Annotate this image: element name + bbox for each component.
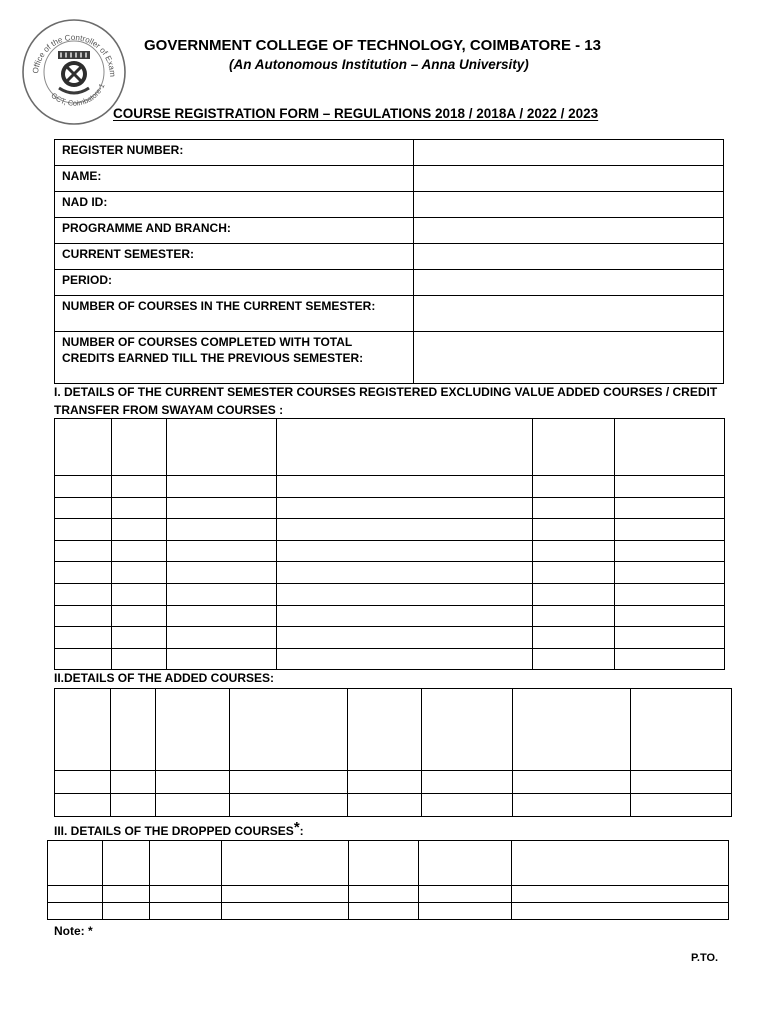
dropped-course-row: [48, 903, 729, 920]
current-course-cell[interactable]: [167, 476, 277, 498]
current-course-row: [55, 562, 725, 584]
college-name: GOVERNMENT COLLEGE OF TECHNOLOGY, COIMBATORE - 13: [144, 37, 601, 54]
section-3-heading-colon: :: [299, 824, 304, 838]
current-course-cell[interactable]: [277, 476, 533, 498]
svg-text:Office of the Controller of Ex: Office of the Controller of Exam: [31, 32, 118, 78]
info-row-register-number: [55, 140, 724, 166]
current-course-cell[interactable]: [55, 476, 112, 498]
current-course-cell[interactable]: [55, 519, 112, 541]
current-course-cell[interactable]: [167, 562, 277, 584]
added-course-cell[interactable]: [631, 794, 732, 817]
added-course-cell[interactable]: [55, 794, 111, 817]
added-course-cell[interactable]: [513, 794, 631, 817]
current-course-cell[interactable]: [615, 605, 725, 627]
current-course-cell[interactable]: [167, 497, 277, 519]
current-course-cell[interactable]: [112, 540, 167, 562]
added-course-cell[interactable]: [422, 794, 513, 817]
dropped-course-cell[interactable]: [512, 841, 729, 886]
college-seal-logo: [21, 18, 127, 126]
added-course-cell[interactable]: [156, 771, 230, 794]
current-course-cell[interactable]: [55, 419, 112, 476]
current-course-cell[interactable]: [167, 648, 277, 670]
dropped-course-cell[interactable]: [103, 886, 150, 903]
period-field[interactable]: [414, 270, 724, 296]
college-subtitle: (An Autonomous Institution – Anna University): [229, 57, 529, 72]
current-course-cell[interactable]: [277, 648, 533, 670]
added-course-cell[interactable]: [513, 689, 631, 771]
current-course-cell[interactable]: [277, 562, 533, 584]
info-row-period: [55, 270, 724, 296]
dropped-course-cell[interactable]: [419, 841, 512, 886]
current-course-cell[interactable]: [277, 497, 533, 519]
current-course-cell[interactable]: [615, 476, 725, 498]
dropped-course-cell[interactable]: [222, 903, 349, 920]
note-text: Note: *: [54, 924, 93, 938]
current-course-cell[interactable]: [277, 519, 533, 541]
current-course-cell[interactable]: [533, 627, 615, 649]
current-course-cell[interactable]: [615, 497, 725, 519]
current-course-cell[interactable]: [112, 497, 167, 519]
added-course-cell[interactable]: [230, 794, 348, 817]
current-course-cell[interactable]: [112, 519, 167, 541]
current-course-cell[interactable]: [167, 627, 277, 649]
current-course-cell[interactable]: [167, 519, 277, 541]
current-course-cell[interactable]: [277, 540, 533, 562]
added-course-cell[interactable]: [55, 771, 111, 794]
dropped-courses-table: [47, 840, 729, 920]
current-course-header-row: [55, 419, 725, 476]
current-course-cell[interactable]: [533, 540, 615, 562]
current-course-cell[interactable]: [533, 519, 615, 541]
current-course-cell[interactable]: [533, 562, 615, 584]
info-row-current-semester: [55, 244, 724, 270]
added-course-cell[interactable]: [631, 771, 732, 794]
current-course-row: [55, 519, 725, 541]
info-row-programme-branch: [55, 218, 724, 244]
nad-id-label: NAD ID:: [55, 192, 414, 218]
current-course-row: [55, 540, 725, 562]
current-course-cell[interactable]: [615, 519, 725, 541]
added-course-cell[interactable]: [422, 771, 513, 794]
period-label: PERIOD:: [55, 270, 414, 296]
current-course-cell[interactable]: [55, 562, 112, 584]
dropped-course-cell[interactable]: [103, 841, 150, 886]
added-course-cell[interactable]: [631, 689, 732, 771]
dropped-course-cell[interactable]: [48, 903, 103, 920]
dropped-course-cell[interactable]: [150, 903, 222, 920]
current-semester-label: CURRENT SEMESTER:: [55, 244, 414, 270]
dropped-course-cell[interactable]: [512, 903, 729, 920]
current-course-row: [55, 583, 725, 605]
current-course-cell[interactable]: [112, 583, 167, 605]
section-3-heading: [54, 819, 304, 840]
current-course-cell[interactable]: [615, 583, 725, 605]
current-course-cell[interactable]: [533, 419, 615, 476]
svg-text:GCT, Coimbatore-13: GCT, Coimbatore-1: [49, 82, 107, 108]
section-1-heading: I. DETAILS OF THE CURRENT SEMESTER COURSES REGISTERED EXCLUDING VALUE ADDED COURSES / CREDIT TRANSFER FROM SWAYAM COURSES :: [54, 385, 718, 417]
current-courses-table: [54, 418, 725, 670]
added-courses-table: [54, 688, 732, 817]
dropped-course-cell[interactable]: [222, 886, 349, 903]
student-info-table: [54, 139, 724, 384]
dropped-course-cell[interactable]: [419, 886, 512, 903]
courses-current-semester-field[interactable]: [414, 296, 724, 332]
dropped-course-cell[interactable]: [48, 841, 103, 886]
asterisk-mark: *: [293, 819, 300, 836]
current-course-cell[interactable]: [112, 476, 167, 498]
section-3-heading-text: III. DETAILS OF THE DROPPED COURSES: [54, 824, 294, 838]
dropped-course-cell[interactable]: [103, 903, 150, 920]
current-course-cell[interactable]: [277, 583, 533, 605]
current-course-cell[interactable]: [533, 605, 615, 627]
current-course-cell[interactable]: [167, 605, 277, 627]
current-course-cell[interactable]: [55, 583, 112, 605]
dropped-course-cell[interactable]: [349, 841, 419, 886]
info-row-nad-id: [55, 192, 724, 218]
added-course-row: [55, 771, 732, 794]
current-course-cell[interactable]: [167, 583, 277, 605]
current-course-cell[interactable]: [112, 627, 167, 649]
current-course-cell[interactable]: [55, 605, 112, 627]
added-course-cell[interactable]: [348, 771, 422, 794]
current-course-cell[interactable]: [615, 419, 725, 476]
current-course-row: [55, 497, 725, 519]
current-course-cell[interactable]: [533, 648, 615, 670]
dropped-course-cell[interactable]: [419, 903, 512, 920]
current-course-cell[interactable]: [55, 540, 112, 562]
added-course-cell[interactable]: [111, 689, 156, 771]
current-course-cell[interactable]: [533, 583, 615, 605]
added-course-cell[interactable]: [513, 771, 631, 794]
dropped-course-row: [48, 886, 729, 903]
current-course-cell[interactable]: [55, 648, 112, 670]
current-course-cell[interactable]: [533, 476, 615, 498]
current-course-cell[interactable]: [112, 648, 167, 670]
current-course-cell[interactable]: [277, 627, 533, 649]
info-row-courses-current-semester: [55, 296, 724, 332]
dropped-course-cell[interactable]: [349, 886, 419, 903]
dropped-course-cell[interactable]: [150, 841, 222, 886]
current-course-cell[interactable]: [55, 627, 112, 649]
current-course-cell[interactable]: [167, 419, 277, 476]
added-course-cell[interactable]: [422, 689, 513, 771]
added-course-header-row: [55, 689, 732, 771]
dropped-course-cell[interactable]: [222, 841, 349, 886]
added-course-cell[interactable]: [348, 689, 422, 771]
current-semester-field[interactable]: [414, 244, 724, 270]
programme-branch-label: PROGRAMME AND BRANCH:: [55, 218, 414, 244]
current-course-cell[interactable]: [615, 627, 725, 649]
current-course-cell[interactable]: [277, 419, 533, 476]
current-course-cell[interactable]: [533, 497, 615, 519]
courses-completed-label: NUMBER OF COURSES COMPLETED WITH TOTAL CREDITS EARNED TILL THE PREVIOUS SEMESTER:: [55, 332, 414, 384]
register-number-label: REGISTER NUMBER:: [55, 140, 414, 166]
name-field[interactable]: [414, 166, 724, 192]
page-turn-indicator: P.TO.: [691, 952, 719, 964]
info-row-name: [55, 166, 724, 192]
current-course-cell[interactable]: [112, 562, 167, 584]
programme-branch-field[interactable]: [414, 218, 724, 244]
added-course-cell[interactable]: [156, 689, 230, 771]
current-course-row: [55, 605, 725, 627]
added-course-cell[interactable]: [111, 794, 156, 817]
added-course-cell[interactable]: [348, 794, 422, 817]
info-row-courses-completed: [55, 332, 724, 384]
current-course-cell[interactable]: [55, 497, 112, 519]
courses-completed-field[interactable]: [414, 332, 724, 384]
name-label: NAME:: [55, 166, 414, 192]
current-course-cell[interactable]: [615, 648, 725, 670]
added-course-cell[interactable]: [230, 771, 348, 794]
current-course-row: [55, 627, 725, 649]
added-course-cell[interactable]: [55, 689, 111, 771]
dropped-course-cell[interactable]: [150, 886, 222, 903]
register-number-field[interactable]: [414, 140, 724, 166]
current-course-cell[interactable]: [277, 605, 533, 627]
courses-current-semester-label: NUMBER OF COURSES IN THE CURRENT SEMESTER:: [55, 296, 414, 332]
added-course-cell[interactable]: [111, 771, 156, 794]
current-course-cell[interactable]: [167, 540, 277, 562]
section-2-heading: II.DETAILS OF THE ADDED COURSES:: [54, 671, 275, 685]
nad-id-field[interactable]: [414, 192, 724, 218]
dropped-course-cell[interactable]: [512, 886, 729, 903]
added-course-cell[interactable]: [156, 794, 230, 817]
dropped-course-header-row: [48, 841, 729, 886]
dropped-course-cell[interactable]: [349, 903, 419, 920]
dropped-course-cell[interactable]: [48, 886, 103, 903]
form-title: COURSE REGISTRATION FORM – REGULATIONS 2018 / 2018A / 2022 / 2023: [113, 106, 599, 121]
current-course-row: [55, 648, 725, 670]
current-course-cell[interactable]: [112, 419, 167, 476]
added-course-cell[interactable]: [230, 689, 348, 771]
current-course-cell[interactable]: [615, 562, 725, 584]
current-course-cell[interactable]: [615, 540, 725, 562]
current-course-row: [55, 476, 725, 498]
current-course-cell[interactable]: [112, 605, 167, 627]
added-course-row: [55, 794, 732, 817]
